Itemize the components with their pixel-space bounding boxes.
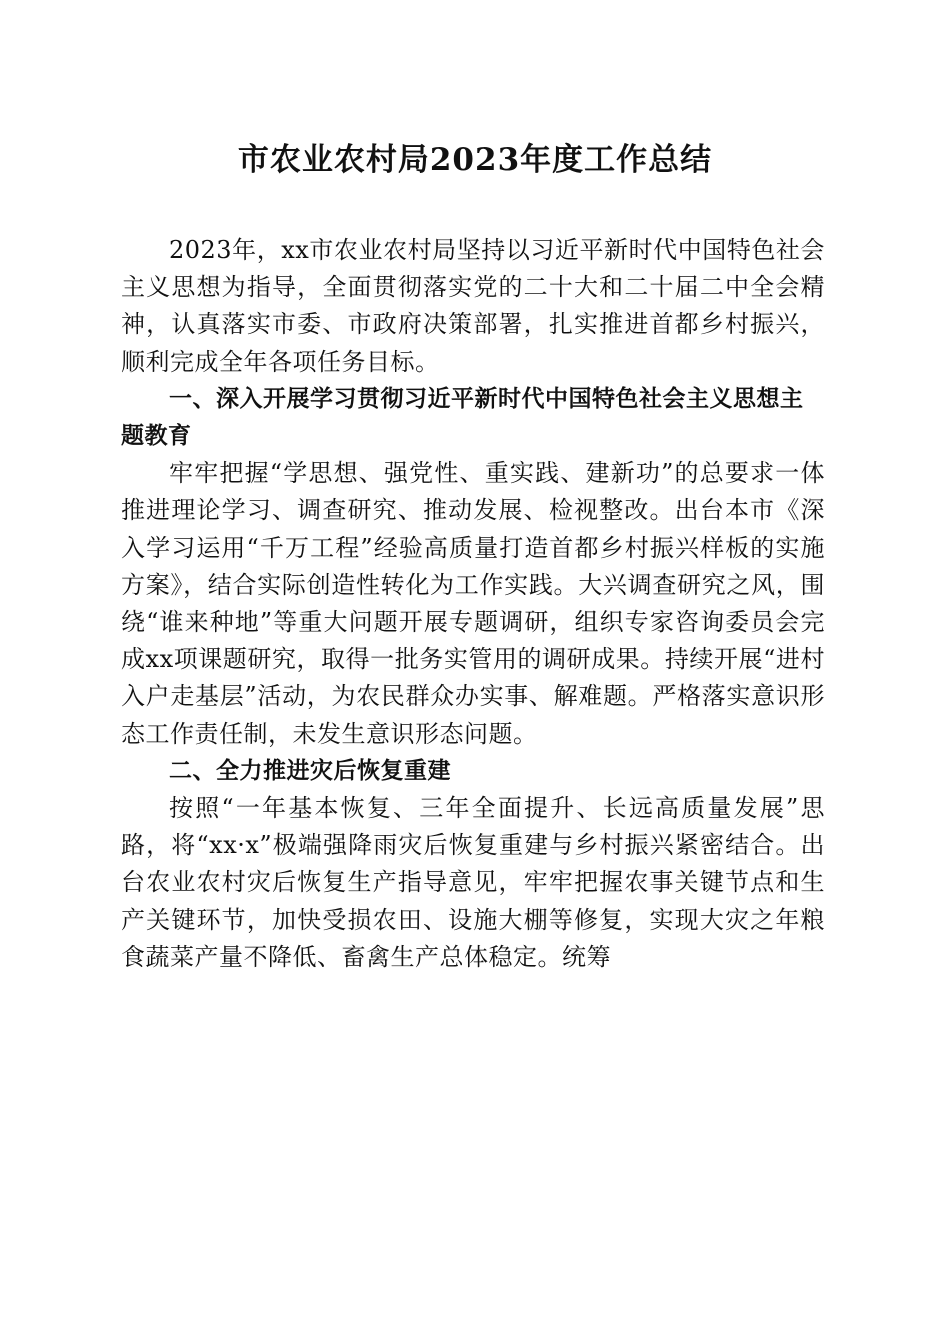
section-1-heading: 一、深入开展学习贯彻习近平新时代中国特色社会主义思想主题教育 — [121, 385, 804, 450]
intro-paragraph: 2023年，xx市农业农村局坚持以习近平新时代中国特色社会主义思想为指导，全面贯彻落实党的二十大和二十届二中全会精神，认真落实市委、市政府决策部署，扎实推进首都乡村振兴，顺利完成全年各项任务目标。 — [121, 236, 825, 376]
document-title: 市农业农村局2023年度工作总结 — [237, 142, 713, 178]
section-2-paragraph: 按照“一年基本恢复、三年全面提升、长远高质量发展”思路，将“xx·x”极端强降雨灾后恢复重建与乡村振兴紧密结合。出台农业农村灾后恢复生产指导意见，牢牢把握农事关键节点和生产关键环节，加快受损农田、设施大棚等修复，实现大灾之年粮食蔬菜产量不降低、畜禽生产总体稳定。统筹 — [121, 794, 825, 971]
section-2-heading: 二、全力推进灾后恢复重建 — [169, 757, 451, 784]
section-1-paragraph: 牢牢把握“学思想、强党性、重实践、建新功”的总要求一体推进理论学习、调查研究、推动发展、检视整改。出台本市《深入学习运用“千万工程”经验高质量打造首都乡村振兴样板的实施方案》，结合实际创造性转化为工作实践。大兴调查研究之风，围绕“谁来种地”等重大问题开展专题调研，组织专家咨询委员会完成xx项课题研究，取得一批务实管用的调研成果。持续开展“进村入户走基层”活动，为农民群众办实事、解难题。严格落实意识形态工作责任制，未发生意识形态问题。 — [121, 459, 825, 748]
document-body — [121, 232, 825, 976]
